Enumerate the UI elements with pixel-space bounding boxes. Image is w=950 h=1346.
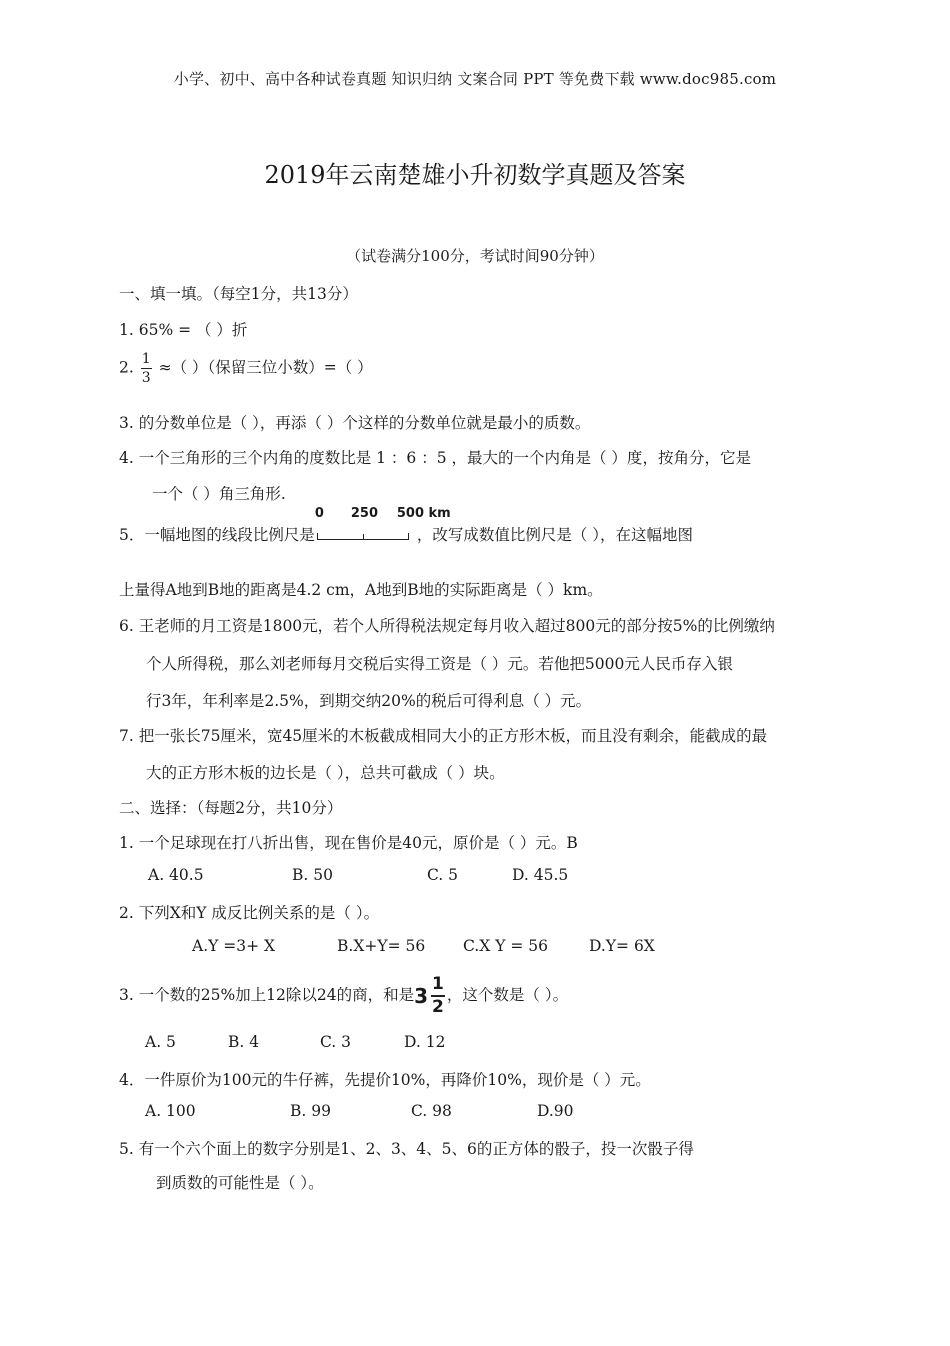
s2-q3-after: ，这个数是（ ）。 — [446, 986, 569, 1004]
s2-q2-option: D.Y= 6X — [589, 937, 655, 955]
s1-question-4-line2: 一个（ ）角三角形. — [152, 485, 286, 503]
section2-heading: 二、选择：（每题2分，共10分） — [119, 799, 343, 817]
scale-label-500: 500 km — [396, 506, 451, 521]
scale-label-250: 250 — [350, 506, 379, 521]
scale-bar-figure — [314, 506, 451, 542]
s2-question-5-line2: 到质数的可能性是（ ）。 — [156, 1174, 324, 1192]
s2-q3-option: A. 5 — [145, 1033, 176, 1051]
page-title: 2019年云南楚雄小升初数学真题及答案 — [264, 161, 686, 189]
s2-q1-option: A. 40.5 — [148, 866, 204, 884]
s1-q5-before: 5．一幅地图的线段比例尺是 — [119, 526, 315, 544]
frac-denominator: 2 — [432, 997, 444, 1017]
exam-info: （试卷满分100分，考试时间90分钟） — [346, 247, 604, 265]
s2-q1-option: C. 5 — [427, 866, 459, 884]
mixed-fraction — [431, 976, 445, 1016]
section1-heading: 一、填一填。（每空1分，共13分） — [119, 285, 358, 303]
s1-question-7-line2: 大的正方形木板的边长是（ ），总共可截成（ ）块。 — [146, 764, 505, 782]
s2-question-1: 1. 一个足球现在打八折出售，现在售价是40元，原价是（ ）元。B — [119, 834, 578, 852]
scale-label-0: 0 — [314, 506, 324, 521]
s2-question-2: 2. 下列X和Y 成反比例关系的是（ ）。 — [119, 904, 380, 922]
frac-numerator: 1 — [431, 976, 445, 997]
frac-numerator: 1 — [141, 351, 151, 367]
s2-q3-before: 3. 一个数的25%加上12除以24的商，和是 — [119, 986, 415, 1004]
s1-question-3: 3. 的分数单位是（ ），再添（ ）个这样的分数单位就是最小的质数。 — [119, 414, 591, 432]
s2-q4-option: A. 100 — [145, 1102, 196, 1120]
scale-bar-tick — [363, 534, 365, 540]
s2-q3-option: D. 12 — [404, 1033, 446, 1051]
mixed-whole: 3 — [414, 984, 429, 1008]
one-third-fraction — [141, 352, 152, 385]
s2-question-3 — [119, 976, 568, 1016]
page-header: 小学、初中、高中各种试卷真题 知识归纳 文案合同 PPT 等免费下载 www.doc985.com — [173, 70, 777, 88]
s1-question-7-line1: 7. 把一张长75厘米，宽45厘米的木板截成相同大小的正方形木板，而且没有剩余，能截成的最 — [119, 727, 768, 745]
s2-q4-option: D.90 — [537, 1102, 574, 1120]
s1-q2-number: 2. — [119, 358, 134, 377]
s2-q2-option: C.X Y = 56 — [463, 937, 548, 955]
s1-q5-after: ，改写成数值比例尺是（ ），在这幅地图 — [416, 526, 694, 544]
s2-q2-option: B.X+Y= 56 — [337, 937, 426, 955]
s2-question-5-line1: 5. 有一个六个面上的数字分别是1、2、3、4、5、6的正方体的骰子，投一次骰子得 — [119, 1140, 694, 1158]
s1-question-1: 1. 65% = （ ）折 — [119, 321, 248, 339]
s2-q4-option: C. 98 — [411, 1102, 452, 1120]
s1-question-6-line3: 行3年，年利率是2.5%，到期交纳20%的税后可得利息（ ）元。 — [146, 692, 592, 710]
s2-question-4: 4．一件原价为100元的牛仔裤，先提价10%，再降价10%，现价是（ ）元。 — [119, 1071, 651, 1089]
s1-question-2 — [119, 352, 373, 385]
s2-q3-option: C. 3 — [320, 1033, 352, 1051]
s1-q2-text: ≈（ ）（保留三位小数）=（ ） — [158, 358, 373, 377]
s2-q1-option: D. 45.5 — [512, 866, 569, 884]
s1-question-6-line1: 6. 王老师的月工资是1800元，若个人所得税法规定每月收入超过800元的部分按5%的比例缴纳 — [119, 617, 775, 635]
s2-q1-option: B. 50 — [292, 866, 333, 884]
s1-question-4-line1: 4. 一个三角形的三个内角的度数比是 1 ：6 ：5 ，最大的一个内角是（ ）度，按角分，它是 — [119, 449, 751, 467]
s2-q4-option: B. 99 — [290, 1102, 331, 1120]
s2-q3-option: B. 4 — [228, 1033, 260, 1051]
s1-question-5-line2: 上量得A地到B地的距离是4.2 cm，A地到B地的实际距离是（ ）km。 — [119, 581, 603, 599]
mixed-number — [414, 976, 447, 1016]
frac-denominator: 3 — [141, 370, 151, 386]
s2-q2-option: A.Y =3+ X — [192, 937, 276, 955]
s1-question-5 — [119, 506, 694, 545]
s1-question-6-line2: 个人所得税，那么刘老师每月交税后实得工资是（ ）元。若他把5000元人民币存入银 — [146, 655, 733, 673]
